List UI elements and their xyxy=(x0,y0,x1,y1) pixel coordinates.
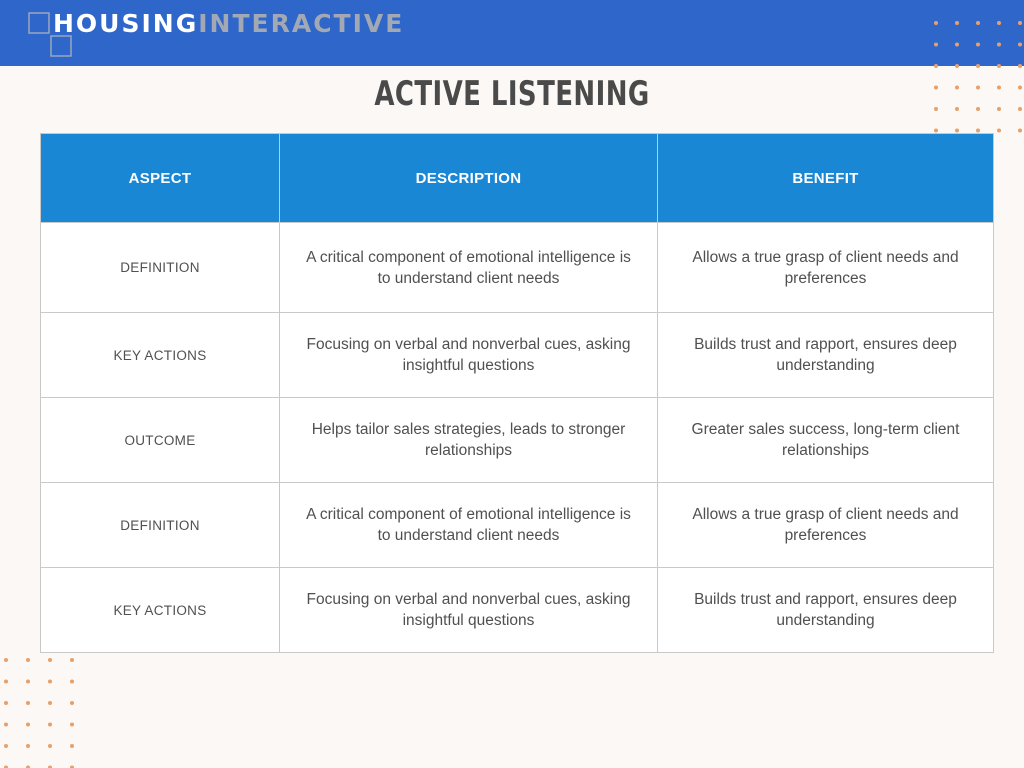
benefit-cell: Allows a true grasp of client needs and preferences xyxy=(658,483,994,568)
decorative-dot xyxy=(26,680,30,684)
decorative-dot xyxy=(955,129,959,133)
decorative-dot xyxy=(48,744,52,748)
decorative-dot xyxy=(1018,21,1022,25)
decorative-dot xyxy=(26,744,30,748)
table-row xyxy=(41,398,994,483)
decorative-dot xyxy=(70,744,74,748)
description-cell: Focusing on verbal and nonverbal cues, asking insightful questions xyxy=(280,568,658,653)
decorative-dot xyxy=(976,21,980,25)
decorative-dot xyxy=(955,86,959,90)
decorative-dot xyxy=(48,680,52,684)
decorative-dot xyxy=(976,64,980,68)
benefit-cell: Greater sales success, long-term client relationships xyxy=(658,398,994,483)
brand-name-secondary: INTERACTIVE xyxy=(198,9,405,38)
decorative-dot xyxy=(4,658,8,662)
decorative-dot xyxy=(48,658,52,662)
column-header-description: DESCRIPTION xyxy=(280,134,658,223)
decorative-dot xyxy=(70,658,74,662)
decorative-dot xyxy=(976,107,980,111)
decorative-dot xyxy=(997,129,1001,133)
brand-logo xyxy=(53,9,404,38)
description-cell: A critical component of emotional intelligence is to understand client needs xyxy=(280,223,658,313)
table-row xyxy=(41,223,994,313)
decorative-dot xyxy=(955,21,959,25)
decorative-dot xyxy=(70,680,74,684)
decorative-dot xyxy=(997,107,1001,111)
decorative-dot xyxy=(26,723,30,727)
decorative-dot xyxy=(26,701,30,705)
benefit-cell: Builds trust and rapport, ensures deep understanding xyxy=(658,568,994,653)
active-listening-table xyxy=(40,133,994,653)
description-cell: Focusing on verbal and nonverbal cues, asking insightful questions xyxy=(280,313,658,398)
decorative-dot xyxy=(976,43,980,47)
decorative-dot xyxy=(955,43,959,47)
description-cell: A critical component of emotional intelligence is to understand client needs xyxy=(280,483,658,568)
aspect-cell: OUTCOME xyxy=(41,398,280,483)
decorative-dot xyxy=(1018,43,1022,47)
decorative-dot xyxy=(934,43,938,47)
decorative-dot xyxy=(997,64,1001,68)
decorative-dots-bottom-left xyxy=(0,650,84,768)
decorative-dot xyxy=(70,723,74,727)
decorative-dot xyxy=(1018,129,1022,133)
benefit-cell: Builds trust and rapport, ensures deep understanding xyxy=(658,313,994,398)
aspect-cell: KEY ACTIONS xyxy=(41,568,280,653)
table-row xyxy=(41,483,994,568)
decorative-dot xyxy=(997,21,1001,25)
description-cell: Helps tailor sales strategies, leads to stronger relationships xyxy=(280,398,658,483)
decorative-dot xyxy=(955,107,959,111)
column-header-aspect: ASPECT xyxy=(41,134,280,223)
decorative-dot xyxy=(1018,86,1022,90)
decorative-dot xyxy=(48,701,52,705)
page-title: ACTIVE LISTENING xyxy=(374,74,650,114)
table-row xyxy=(41,313,994,398)
decorative-dot xyxy=(934,129,938,133)
decorative-dot xyxy=(934,64,938,68)
decorative-dot xyxy=(976,86,980,90)
decorative-dot xyxy=(955,64,959,68)
decorative-dot xyxy=(997,43,1001,47)
aspect-cell: KEY ACTIONS xyxy=(41,313,280,398)
table-row xyxy=(41,568,994,653)
aspect-cell: DEFINITION xyxy=(41,483,280,568)
brand-name-primary: HOUSING xyxy=(53,9,199,38)
benefit-cell: Allows a true grasp of client needs and preferences xyxy=(658,223,994,313)
decorative-dot xyxy=(976,129,980,133)
decorative-dot xyxy=(48,723,52,727)
column-header-benefit: BENEFIT xyxy=(658,134,994,223)
decorative-dot xyxy=(4,723,8,727)
decorative-dot xyxy=(4,680,8,684)
decorative-dot xyxy=(4,744,8,748)
table-header-row xyxy=(41,134,994,223)
aspect-cell: DEFINITION xyxy=(41,223,280,313)
decorative-dot xyxy=(70,701,74,705)
decorative-dot xyxy=(1018,64,1022,68)
decorative-dot xyxy=(934,21,938,25)
decorative-dot xyxy=(997,86,1001,90)
decorative-dot xyxy=(4,701,8,705)
decorative-dot xyxy=(1018,107,1022,111)
decorative-dot xyxy=(26,658,30,662)
header-bar xyxy=(0,0,1024,66)
